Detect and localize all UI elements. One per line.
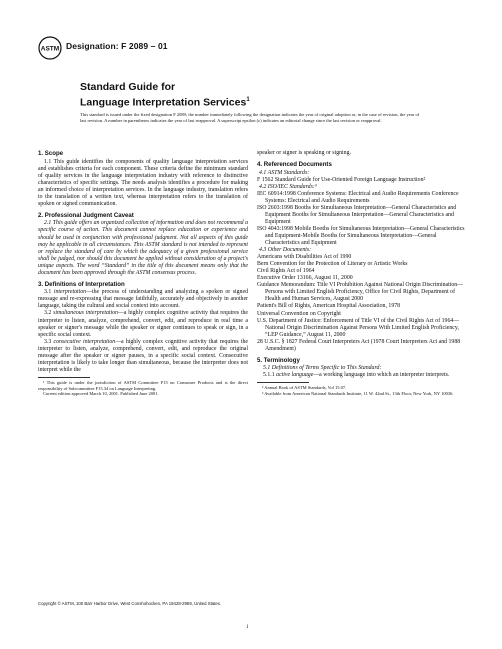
- footnote-2: ² Annual Book of ASTM Standards, Vol 15.07.: [262, 385, 347, 391]
- subheading-4-1: 4.1 ASTM Standards:: [259, 169, 310, 176]
- reference-item: U.S. Department of Justice: Enforcement of Title VI of the Civil Rights Act of 1964—National Origin Discrimination Against Persons With Limited English Proficiency, “LEP Guidance,” August 11, 2000: [257, 317, 460, 338]
- reference-item: Patient's Bill of Rights, American Hospital Association, 1978: [257, 303, 401, 310]
- reference-item: Universal Convention on Copyright: [257, 310, 341, 317]
- reference-item: IEC 60914:1998 Conference Systems: Electrical and Audio Requirements Conference Systems: Electrical and Audio Requirements: [257, 190, 459, 204]
- footnote-3: ³ Available from American National Standards Institute, 11 W. 42nd St., 13th Floor, New York, NY 10036.: [262, 391, 454, 397]
- paragraph-continuation: speaker or signer is speaking or signing.: [257, 150, 351, 156]
- footnote-divider: [257, 382, 309, 383]
- reference-item: Civil Rights Act of 1964: [257, 268, 315, 275]
- term-interpretation: interpretation: [53, 289, 87, 296]
- paragraph-5-1-1: 5.1.1 active language—a working language into which an interpreter interprets.: [263, 372, 450, 379]
- paragraph-3-3: 3.3 consecutive interpretation—a highly complex cognitive activity that requires the interpreter to listen, analyze, comprehend, convert, edit, and reproduce the original message after the speaker or signer pauses, in a specific social context. Consecutive interpretation is likely to take longer than simultaneous, because the interpreter does not interpret while the: [38, 338, 249, 373]
- document-title: [80, 81, 250, 109]
- footnote-1: ¹ This guide is under the jurisdiction of ASTM Committee F15 on Consumer Products and is the direct responsibility of Subcommittee F15.34 on Language Interpreting.: [38, 379, 248, 391]
- right-column: [257, 150, 467, 397]
- copyright-notice: Copyright © ASTM, 100 Barr Harbor Drive, West Conshohocken, PA 19428-2959, United States.: [38, 601, 222, 606]
- reference-item: Guidance Memorandum: Title VI Prohibition Against National Origin Discrimination—Persons with Limited English Proficiency, Office for Civil Rights, Department of Health and Human Services, August 2000: [257, 282, 464, 303]
- reference-item: Executive Order 13166, August 11, 2000: [257, 275, 353, 282]
- title-footnote-ref: 1: [246, 96, 250, 103]
- paragraph-5-1: 5.1 Definitions of Terms Specific to This Standard:: [263, 365, 382, 372]
- term-simultaneous: simultaneous interpretation: [53, 310, 118, 317]
- title-line-2: Language Interpretation Services$^1$: [80, 96, 250, 108]
- subheading-4-3: 4.3 Other Documents:: [259, 247, 312, 254]
- astm-logo-icon: [38, 35, 62, 61]
- section-heading-scope: 1. Scope: [38, 150, 64, 157]
- section-heading-references: 4. Referenced Documents: [257, 161, 332, 169]
- subheading-4-2: 4.2 ISO/IEC Standards:³: [259, 183, 317, 190]
- section-heading-caveat: 2. Professional Judgment Caveat: [38, 211, 134, 219]
- designation: Designation: F 2089 – 01: [66, 41, 168, 51]
- paragraph-2-1: 2.1 This guide offers an organized collection of information and does not recommend a specific course of action. This document cannot replace education or experience and should be used in conjunction with professional judgment. Not all aspects of this guide may be applicable in all circumstances. This ASTM standard is not intended to represent or replace the standard of care by which the adequacy of a given professional service shall be judged, nor should this document be applied without consideration of a project's unique aspects. The word “Standard” in the title of this document means only that the document has been approved through the ASTM consensus process.: [38, 220, 248, 276]
- reference-item: Americans with Disabilities Act of 1990: [257, 254, 352, 261]
- section-heading-terminology: 5. Terminology: [257, 356, 300, 364]
- footnote-divider: [38, 377, 90, 378]
- reference-item: F 1562 Standard Guide for Use-Oriented Foreign Language Instruction²: [257, 176, 426, 183]
- paragraph-1-1: 1.1 This guide identifies the components of quality language interpretation services and establishes criteria for each component. These criteria define the minimum standard of quality services in the language interpretation industry with reference to distinctive characteristics of specific settings. The needs analysis identifies a procedure for making an informed choice of interpretation services. In the language industry, translation refers to the translation of a written text, whereas interpretation refers to the translation of spoken or signed communication.: [38, 158, 248, 207]
- reference-item: ISO 2603:1998 Booths for Simultaneous Interpretation—General Characteristics and Equipment Booths for Simultaneous Interpretation—General Characteristics and Equipment: [257, 204, 457, 225]
- section-heading-definitions: 3. Definitions of Interpretation: [38, 280, 125, 288]
- logo-text: ASTM: [40, 45, 60, 53]
- paragraph-3-1: 3.1 interpretation—the process of understanding and analyzing a spoken or signed message and re-expressing that message faithfully, accurately and objectively in another language, taking the cultural and social context into account.: [38, 289, 248, 310]
- term-active-language: active language: [276, 372, 314, 379]
- reference-item: ISO 4043:1998 Mobile Booths for Simultaneous Interpretation—General Characteristics and Equipment-Mobile Booths for Simultaneous Interpretation—General Characteristics and Equipment: [257, 225, 465, 247]
- page-number: 1: [246, 624, 249, 630]
- term-consecutive: consecutive interpretation: [53, 338, 116, 345]
- reference-item: Bern Convention for the Protection of Literary or Artistic Works: [257, 261, 408, 268]
- reference-item: 28 U.S.C. § 1827 Federal Court Interpreters Act (1978 Court Interpreters Act and 1988 Amendment): [257, 338, 461, 352]
- footnote-1-edition: Current edition approved March 10, 2001. Published June 2001.: [43, 391, 159, 397]
- issuance-note: This standard is issued under the fixed designation F 2089; the number immediately following the designation indicates the year of original adoption or, in the case of revision, the year of last revision. A number in parentheses indicates the year of last reapproval. A superscript epsilon (ε) indicates an editorial change since the last revision or reapproval.: [80, 112, 420, 123]
- left-column: [38, 150, 248, 397]
- paragraph-3-2: 3.2 simultaneous interpretation—a highly complex cognitive activity that requires the interpreter to listen, analyze, comprehend, convert, edit, and reproduce in real time a speaker or signer's message while the speaker or signer continues to speak or sign, in a specific social context.: [38, 310, 248, 338]
- title-line-1: Standard Guide for: [80, 81, 176, 93]
